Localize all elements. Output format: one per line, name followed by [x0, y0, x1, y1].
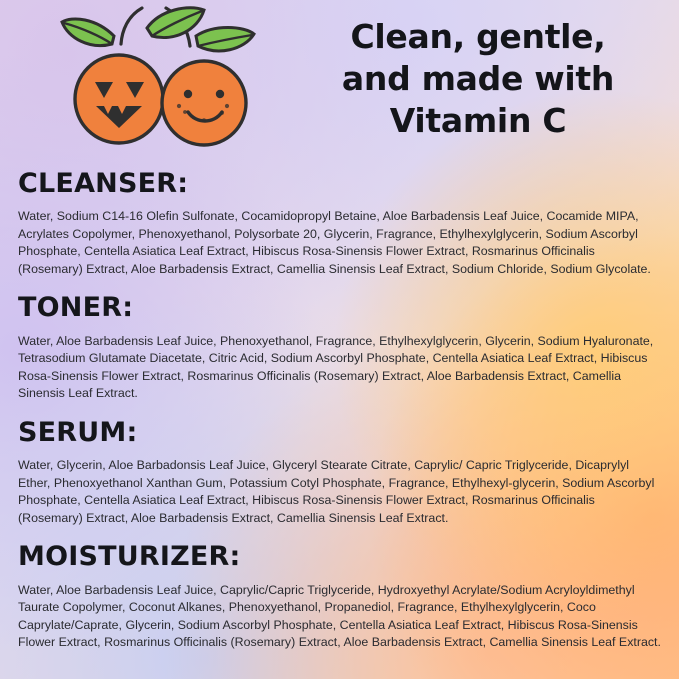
- headline-line-3: Vitamin C: [389, 100, 567, 140]
- header: [0, 0, 679, 160]
- section-serum: [18, 417, 663, 527]
- headline-line-2: and made with: [341, 58, 615, 98]
- headline-line-1: Clean, gentle,: [350, 17, 606, 56]
- two-smiling-oranges-icon: [38, 2, 273, 147]
- section-moisturizer: [18, 541, 663, 651]
- section-body-serum: Water, Glycerin, Aloe Barbadonsis Leaf Juice, Glyceryl Stearate Citrate, Caprylic/ Capric Triglyceride, Dicaprylyl Ether, Phenoxyethanol Xanthan Gum, Potassium Cotyl Phosphate, Fragrance, Ethylhexyl-glycerin, Sodium Ascorbyl Phosphate, Centella Asiatica Leaf Extract, Hibiscus Rosa-Sinensis Flower Extract, Rosmarinus Officinalis (Rosemary) Extract, Aloe Barbadensis Extract, Camellia Sinensis Leaf Extract.: [18, 458, 655, 525]
- section-title-serum: SERUM:: [18, 416, 138, 448]
- section-cleanser: [18, 168, 663, 278]
- section-title-moisturizer: MOISTURIZER:: [18, 541, 241, 573]
- ingredients-list: [0, 160, 679, 654]
- section-title-cleanser: CLEANSER:: [18, 168, 189, 199]
- section-toner: [18, 292, 663, 402]
- section-body-cleanser: Water, Sodium C14-16 Olefin Sulfonate, Cocamidopropyl Betaine, Aloe Barbadensis Leaf Juice, Cocamide MIPA, Acrylates Copolymer, Phenoxyethanol, Polysorbate 20, Glycerin, Fragrance, Ethylhexylglycerin, Sodium Ascorbyl Phosphate, Centella Asiatica Leaf Extract, Hibiscus Rosa-Sinensis Flower Extract, Rosmarinus Officinalis (Rosemary) Extract, Aloe Barbadensis Extract, Camellia Sinensis Leaf Extract, Sodium Chloride, Sodium Glycolate.: [18, 209, 651, 276]
- section-title-toner: TONER:: [18, 292, 134, 324]
- page-title: [292, 16, 664, 142]
- section-body-moisturizer: Water, Aloe Barbadensis Leaf Juice, Caprylic/Capric Triglyceride, Hydroxyethyl Acrylate/Sodium Acryloyldimethyl Taurate Copolymer, Coconut Alkanes, Phenoxyethanol, Propanediol, Fragrance, Ethylhexylglycerin, Coco Caprylate/Caprate, Glycerin, Sodium Ascorbyl Phosphate, Centella Asiatica Leaf Extract, Hibiscus Rosa-Sinensis Flower Extract, Rosmarinus Officinalis (Rosemary) Extract, Aloe Barbadensis Extract, Camellia Sinensis Leaf Extract.: [18, 582, 661, 650]
- section-body-toner: Water, Aloe Barbadensis Leaf Juice, Phenoxyethanol, Fragrance, Ethylhexylglycerin, Glycerin, Sodium Hyaluronate, Tetrasodium Glutamate Diacetate, Citric Acid, Sodium Ascorbyl Phosphate, Centella Asiatica Leaf Extract, Hibiscus Rosa-Sinensis Flower Extract, Rosmarinus Officinalis (Rosemary) Extract, Aloe Barbadensis Extract, Camellia Sinensis Leaf Extract.: [18, 333, 654, 401]
